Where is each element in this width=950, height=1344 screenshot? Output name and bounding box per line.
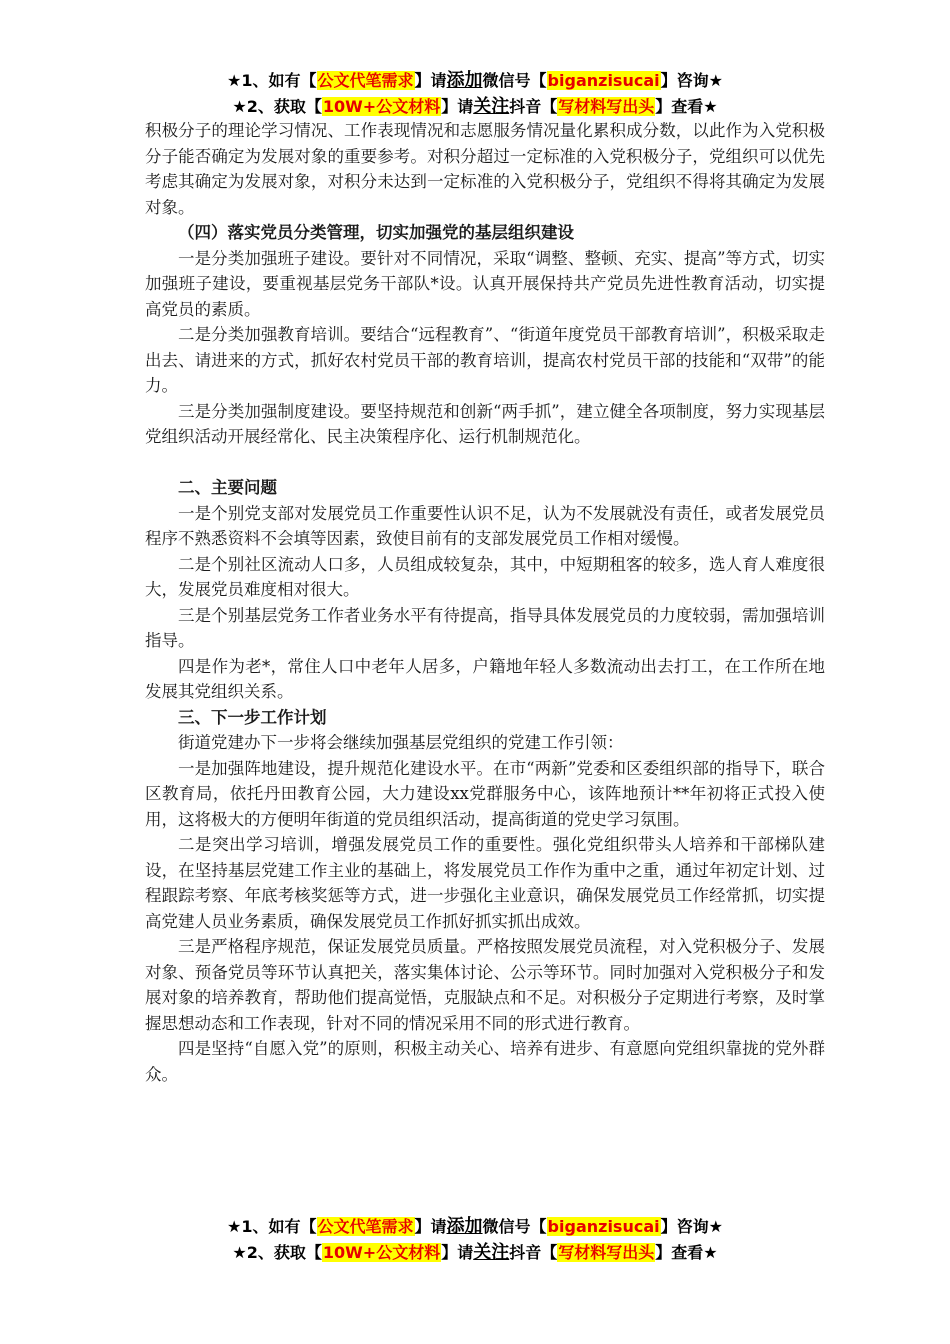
paragraph: 四是作为老*，常住人口中老年人居多，户籍地年轻人多数流动出去打工，在工作所在地发展其党组织关系。 (145, 656, 825, 701)
banner-text: ★1、如有【 (227, 71, 317, 90)
banner-text: 微信号【 (482, 1217, 547, 1236)
highlight-ghostwriting: 公文代笔需求 (317, 1217, 414, 1236)
section-heading-4: （四）落实党员分类管理，切实加强党的基层组织建设 (178, 223, 574, 242)
paragraph: 街道党建办下一步将会继续加强基层党组织的党建工作引领： (178, 733, 624, 752)
section-heading-plan: 三、下一步工作计划 (178, 707, 327, 727)
paragraph: 一是分类加强班子建设。要针对不同情况，采取“调整、整顿、充实、提高”等方式，切实加强班子建设，要重视基层党务干部队*设。认真开展保持共产党员先进性教育活动，切实提高党员的素质。 (145, 248, 825, 319)
spacer (145, 450, 825, 476)
bottom-banner (0, 1214, 950, 1266)
banner-line-1 (0, 68, 950, 94)
highlight-ghostwriting: 公文代笔需求 (317, 71, 414, 90)
paragraph: 积极分子的理论学习情况、工作表现情况和志愿服务情况量化累积成分数，以此作为入党积极分子能否确定为发展对象的重要参考。对积分超过一定标准的入党积极分子，党组织可以优先考虑其确定为发展对象，对积分未达到一定标准的入党积极分子，党组织不得将其确定为发展对象。 (145, 121, 825, 217)
paragraph: 四是坚持“自愿入党”的原则，积极主动关心、培养有进步、有意愿向党组织靠拢的党外群众。 (145, 1039, 825, 1084)
paragraph: 一是个别党支部对发展党员工作重要性认识不足，认为不发展就没有责任，或者发展党员程序不熟悉资料不会填等因素，致使目前有的支部发展党员工作相对缓慢。 (145, 503, 825, 548)
paragraph: 三是个别基层党务工作者业务水平有待提高，指导具体发展党员的力度较弱，需加强培训指导。 (145, 605, 825, 650)
banner-line-1 (0, 1214, 950, 1240)
banner-text: 】请 (441, 97, 474, 116)
top-banner (0, 68, 950, 120)
banner-emphasis-follow: 关注 (473, 1242, 510, 1263)
paragraph: 二是个别社区流动人口多，人员组成较复杂，其中，中短期租客的较多，选人育人难度很大，发展党员难度相对很大。 (145, 554, 825, 599)
banner-line-2 (0, 94, 950, 120)
banner-text: 】查看★ (655, 1243, 718, 1262)
banner-text: ★1、如有【 (227, 1217, 317, 1236)
banner-text: 】查看★ (655, 97, 718, 116)
banner-emphasis-add: 添加 (446, 1216, 483, 1237)
highlight-materials: 10W+公文材料 (322, 97, 441, 116)
paragraph: 三是分类加强制度建设。要坚持规范和创新“两手抓”，建立健全各项制度，努力实现基层党组织活动开展经常化、民主决策程序化、运行机制规范化。 (145, 401, 825, 446)
highlight-douyin-account[interactable]: 写材料写出头 (558, 97, 655, 116)
banner-emphasis-add: 添加 (446, 70, 483, 91)
banner-emphasis-follow: 关注 (473, 96, 510, 117)
highlight-douyin-account[interactable]: 写材料写出头 (558, 1243, 655, 1262)
banner-text: 抖音【 (509, 97, 558, 116)
banner-text: 】请 (414, 71, 447, 90)
paragraph: 一是加强阵地建设，提升规范化建设水平。在市“两新”党委和区委组织部的指导下，联合区教育局，依托丹田教育公园，大力建设xx党群服务中心，该阵地预计**年初将正式投入使用，这将极大的方便明年街道的党员组织活动，提高街道的党史学习氛围。 (145, 758, 825, 829)
banner-text: 】请 (441, 1243, 474, 1262)
document-body (145, 118, 825, 1087)
banner-text: 】咨询★ (660, 71, 723, 90)
banner-text: ★2、获取【 (232, 97, 322, 116)
paragraph: 二是突出学习培训，增强发展党员工作的重要性。强化党组织带头人培养和干部梯队建设，在坚持基层党建工作主业的基础上，将发展党员工作作为重中之重，通过年初定计划、过程跟踪考察、年底考核奖惩等方式，进一步强化主业意识，确保发展党员工作经常抓，切实提高党建人员业务素质，确保发展党员工作抓好抓实抓出成效。 (145, 835, 825, 931)
highlight-wechat-id[interactable]: biganzisucai (547, 1217, 660, 1236)
highlight-wechat-id[interactable]: biganzisucai (547, 71, 660, 90)
banner-text: 微信号【 (482, 71, 547, 90)
section-heading-problems: 二、主要问题 (178, 478, 277, 497)
paragraph: 二是分类加强教育培训。要结合“远程教育”、“街道年度党员干部教育培训”，积极采取走出去、请进来的方式，抓好农村党员干部的教育培训，提高农村党员干部的技能和“双带”的能力。 (145, 325, 825, 395)
banner-text: ★2、获取【 (232, 1243, 322, 1262)
banner-text: 】咨询★ (660, 1217, 723, 1236)
banner-line-2 (0, 1240, 950, 1266)
banner-text: 】请 (414, 1217, 447, 1236)
highlight-materials: 10W+公文材料 (322, 1243, 441, 1262)
banner-text: 抖音【 (509, 1243, 558, 1262)
paragraph: 三是严格程序规范，保证发展党员质量。严格按照发展党员流程，对入党积极分子、发展对象、预备党员等环节认真把关，落实集体讨论、公示等环节。同时加强对入党积极分子和发展对象的培养教育，帮助他们提高觉悟，克服缺点和不足。对积极分子定期进行考察，及时掌握思想动态和工作表现，针对不同的情况采用不同的形式进行教育。 (145, 937, 825, 1033)
